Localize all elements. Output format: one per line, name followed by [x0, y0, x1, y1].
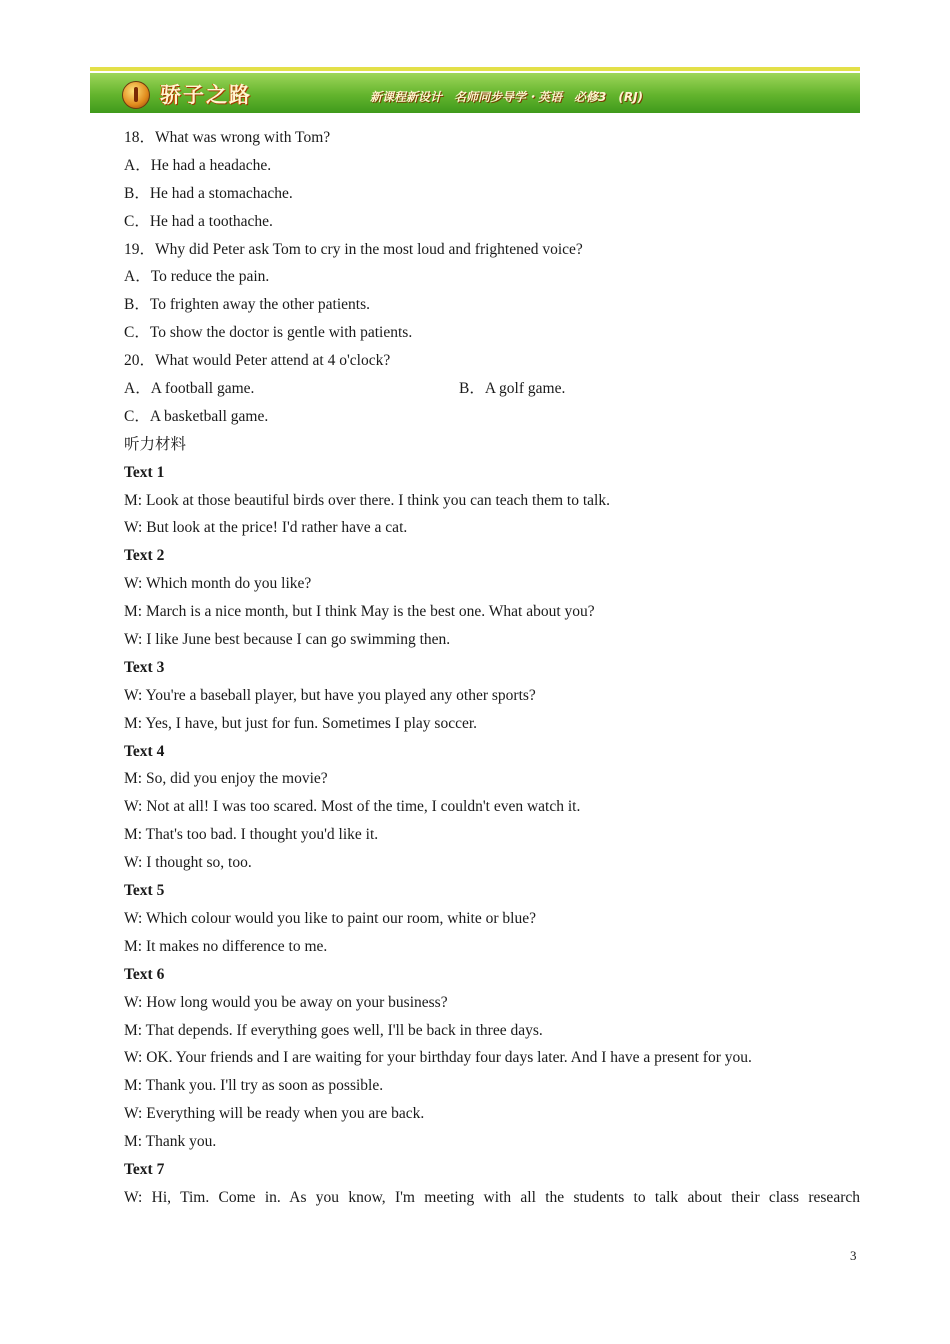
- text-line: W: I like June best because I can go swimming then.: [124, 631, 451, 649]
- text-line: W: How long would you be away on your business?: [124, 993, 448, 1011]
- text-line: M: So, did you enjoy the movie?: [124, 770, 328, 788]
- text-line: M: That's too bad. I thought you'd like it.: [124, 826, 379, 844]
- text-line: W: I thought so, too.: [124, 854, 252, 872]
- text-line: C．A basketball game.: [124, 407, 269, 425]
- section-heading: Text 5: [124, 882, 165, 900]
- text-line: W: OK. Your friends and I are waiting for your birthday four days later. And I have a present for you.: [124, 1049, 752, 1067]
- text-line: W: Everything will be ready when you are back.: [124, 1105, 425, 1123]
- text-line: W: But look at the price! I'd rather have a cat.: [124, 519, 408, 537]
- text-line: W: Which month do you like?: [124, 575, 312, 593]
- page-header: [90, 67, 860, 113]
- header-subtitle: 新课程新设计 名师同步导学・英语 必修3 (RJ): [370, 90, 644, 104]
- header-banner: [90, 73, 860, 113]
- text-line: M: It makes no difference to me.: [124, 937, 328, 955]
- text-line: M: Yes, I have, but just for fun. Sometimes I play soccer.: [124, 714, 478, 732]
- logo-text: 骄子之路: [160, 83, 252, 107]
- text-line: M: Thank you. I'll try as soon as possible.: [124, 1077, 384, 1095]
- text-line: 听力材料: [124, 435, 187, 453]
- text-line: 20．What would Peter attend at 4 o'clock?: [124, 352, 391, 370]
- text-line: A．He had a headache.: [124, 156, 272, 174]
- section-heading: Text 2: [124, 547, 165, 565]
- section-heading: Text 7: [124, 1160, 165, 1178]
- header-top-rule: [90, 67, 860, 71]
- text-line: M: March is a nice month, but I think May is the best one. What about you?: [124, 603, 595, 621]
- text-line: W: Hi, Tim. Come in. As you know, I'm meeting with all the students to talk about their class research: [124, 1188, 860, 1206]
- text-line: W: You're a baseball player, but have you played any other sports?: [124, 686, 536, 704]
- section-heading: Text 3: [124, 658, 165, 676]
- text-line: W: Not at all! I was too scared. Most of the time, I couldn't even watch it.: [124, 798, 581, 816]
- page-number: 3: [850, 1248, 857, 1263]
- text-line: 19．Why did Peter ask Tom to cry in the most loud and frightened voice?: [124, 240, 583, 258]
- section-heading: Text 1: [124, 463, 165, 481]
- document-body: [124, 124, 860, 1212]
- text-line: C．To show the doctor is gentle with patients.: [124, 324, 413, 342]
- text-line: W: Which colour would you like to paint our room, white or blue?: [124, 909, 536, 927]
- text-line: M: Look at those beautiful birds over there. I think you can teach them to talk.: [124, 491, 610, 509]
- text-line: 18．What was wrong with Tom?: [124, 129, 331, 146]
- section-heading: Text 6: [124, 965, 165, 983]
- text-line: B．He had a stomachache.: [124, 184, 293, 202]
- text-line: C．He had a toothache.: [124, 212, 273, 230]
- option-text: B．A golf game.: [459, 380, 566, 398]
- option-text: A．A football game.: [124, 380, 255, 398]
- section-heading: Text 4: [124, 742, 165, 760]
- text-line: A．To reduce the pain.: [124, 268, 270, 286]
- text-line: [124, 375, 860, 403]
- text-line: M: Thank you.: [124, 1133, 217, 1151]
- text-line: B．To frighten away the other patients.: [124, 296, 370, 314]
- text-line: M: That depends. If everything goes well, I'll be back in three days.: [124, 1021, 543, 1039]
- logo-emblem-icon: [122, 81, 150, 109]
